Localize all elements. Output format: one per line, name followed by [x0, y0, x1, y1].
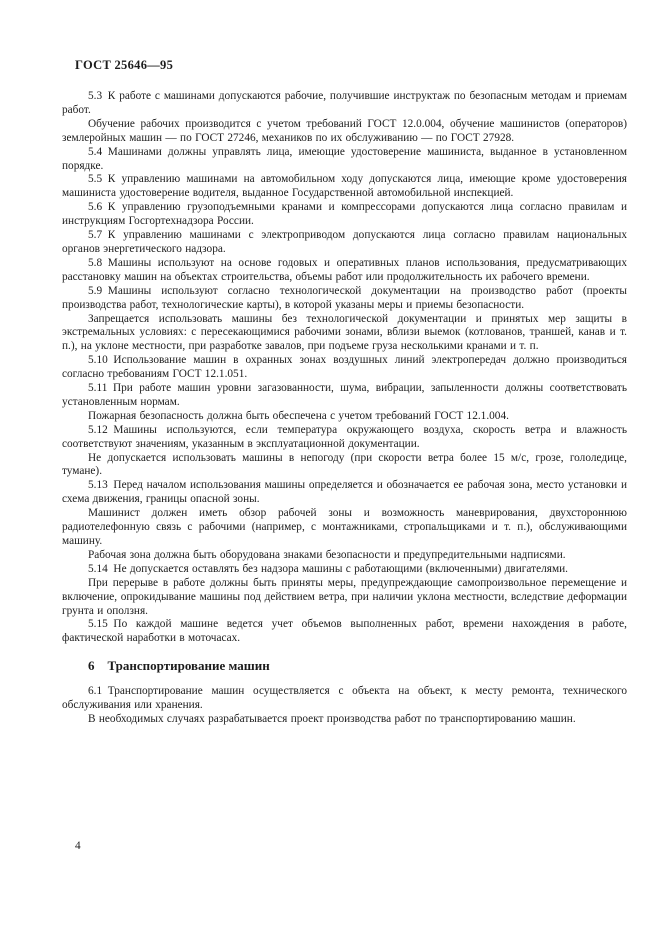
section-6-heading: 6 Транспортирование машин	[88, 658, 270, 674]
document-body	[62, 90, 627, 727]
clause-5-4: 5.4 Машинами должны управлять лица, имеющие удостоверение машиниста, выданное в установленном порядке.	[62, 145, 627, 172]
clause-5-14-note: При перерыве в работе должны быть приняты меры, предупреждающие самопроизвольное перемещение и включение, опрокидывание машины под действием ветра, при наличии уклона местности, вследствие деформации грунта и оползня.	[62, 576, 627, 617]
clause-5-12-note: Не допускается использовать машины в непогоду (при скорости ветра более 15 м/с, грозе, гололедице, тумане).	[62, 451, 627, 478]
clause-5-8: 5.8 Машины используют на основе годовых и оперативных планов использования, предусматривающих расстановку машин на объектах строительства, объемы работ или продолжительность их рабочего времени.	[62, 256, 627, 283]
page-number: 4	[75, 840, 81, 852]
clause-5-14: 5.14 Не допускается оставлять без надзора машины с работающими (включенными) двигателями.	[88, 562, 568, 575]
clause-5-10: 5.10 Использование машин в охранных зонах воздушных линий электропередач должно производиться согласно требованиям ГОСТ 12.1.051.	[62, 354, 627, 381]
clause-5-13-note-2: Рабочая зона должна быть оборудована знаками безопасности и предупредительными надписями.	[88, 548, 566, 561]
clause-5-9: 5.9 Машины используют согласно технологической документации на производство работ (проекты производства работ, технологические карты), в которой указаны меры и приемы безопасности.	[62, 284, 627, 311]
clause-5-6: 5.6 К управлению грузоподъемными кранами и компрессорами допускаются лица согласно правилам и инструкциям Госгортехнадзора России.	[62, 201, 627, 228]
clause-6-1-note: В необходимых случаях разрабатывается проект производства работ по транспортированию машин.	[88, 713, 576, 726]
clause-5-12: 5.12 Машины используются, если температура окружающего воздуха, скорость ветра и влажность соответствуют значениям, указанным в эксплуатационной документации.	[62, 423, 627, 450]
clause-5-3-note: Обучение рабочих производится с учетом требований ГОСТ 12.0.004, обучение машинистов (операторов) землеройных машин — по ГОСТ 27246, механиков по их обслуживанию — по ГОСТ 27928.	[62, 117, 627, 144]
clause-5-11-note: Пожарная безопасность должна быть обеспечена с учетом требований ГОСТ 12.1.004.	[88, 409, 509, 422]
running-header-standard-number: ГОСТ 25646—95	[75, 58, 174, 72]
clause-5-3: 5.3 К работе с машинами допускаются рабочие, получившие инструктаж по безопасным методам и приемам работ.	[62, 90, 627, 116]
clause-5-15: 5.15 По каждой машине ведется учет объемов выполненных работ, времени нахождения в работе, фактической наработки в моточасах.	[62, 618, 627, 645]
clause-5-7: 5.7 К управлению машинами с электроприводом допускаются лица согласно правилам национальных органов энергетического надзора.	[62, 229, 627, 255]
clause-5-11: 5.11 При работе машин уровни загазованности, шума, вибрации, запыленности должны соответствовать установленным нормам.	[62, 382, 627, 408]
clause-5-9-note: Запрещается использовать машины без технологической документации и принятых мер защиты в экстремальных условиях: с пересекающимися рабочими зонами, вблизи выемок (котлованов, траншей, канав и т. п.), на уклоне местности, при разработке завалов, при подъеме груза несколькими кранами и т. п.	[62, 312, 627, 353]
clause-6-1: 6.1 Транспортирование машин осуществляется с объекта на объект, к месту ремонта, технического обслуживания или хранения.	[62, 685, 627, 712]
clause-5-5: 5.5 К управлению машинами на автомобильном ходу допускаются лица, имеющие кроме удостоверения машиниста удостоверение водителя, выданное Государственной автомобильной инспекцией.	[62, 173, 627, 200]
clause-5-13: 5.13 Перед началом использования машины определяется и обозначается ее рабочая зона, место установки и схема движения, границы опасной зоны.	[62, 479, 627, 506]
clause-5-13-note-1: Машинист должен иметь обзор рабочей зоны и возможность маневрирования, двухстороннюю радиотелефонную связь с рабочими (например, с монтажниками, стропальщиками и т. п.), обслуживающими машину.	[62, 507, 627, 547]
